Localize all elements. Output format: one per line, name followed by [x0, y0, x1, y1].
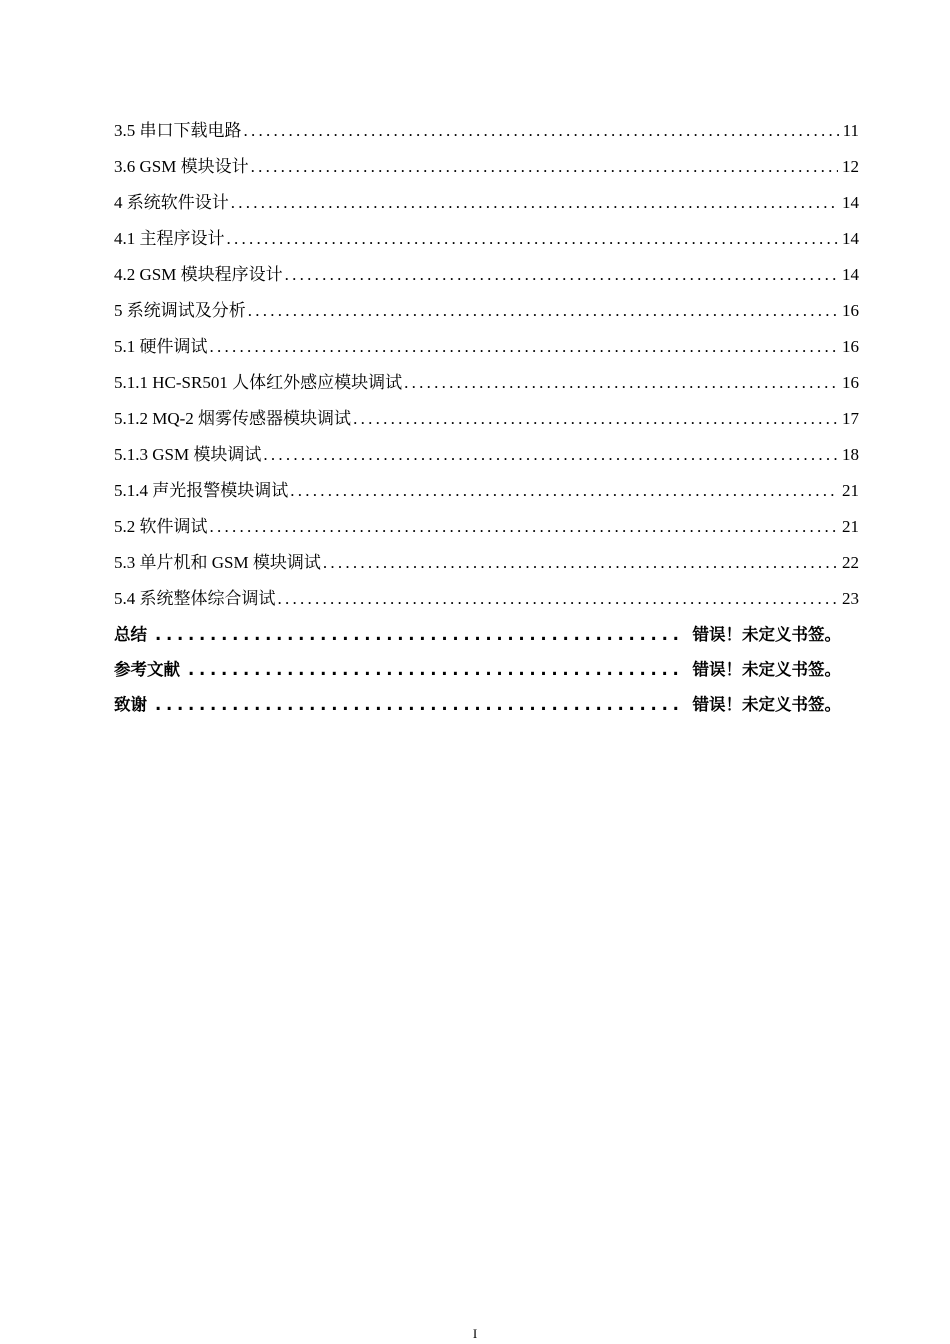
toc-entry[interactable]: [114, 369, 859, 405]
toc-entry-error-message: 错误！未定义书签。: [692, 660, 841, 679]
toc-entry[interactable]: [114, 549, 859, 585]
toc-entry-error-message: 错误！未定义书签。: [692, 625, 841, 644]
toc-entry-page: 16: [842, 337, 859, 356]
toc-entry-title: 4.2 GSM 模块程序设计: [114, 265, 283, 284]
toc-entry-page: 12: [842, 157, 859, 176]
dot-leader: [231, 189, 838, 217]
dot-leader: [227, 225, 839, 253]
toc-entry-title: 4 系统软件设计: [114, 193, 229, 212]
toc-entry-title: 5.1.3 GSM 模块调试: [114, 445, 262, 464]
toc-entry-page: 16: [842, 373, 859, 392]
toc-entry[interactable]: [114, 225, 859, 261]
toc-entry-page: 17: [842, 409, 859, 428]
toc-entry-page: 22: [842, 553, 859, 572]
toc-entry-page: 21: [842, 481, 859, 500]
dot-leader: [248, 297, 838, 325]
toc-entry-title: 总结: [114, 625, 147, 644]
toc-entry-title: 5.1.1 HC-SR501 人体红外感应模块调试: [114, 373, 403, 392]
toc-entry-title: 5 系统调试及分析: [114, 301, 246, 320]
toc-entry-page: 21: [842, 517, 859, 536]
toc-entry-title: 5.3 单片机和 GSM 模块调试: [114, 553, 321, 572]
toc-entry[interactable]: [114, 405, 859, 441]
toc-entry-title: 5.2 软件调试: [114, 517, 208, 536]
dot-leader: [278, 585, 839, 613]
toc-entry-page: 23: [842, 589, 859, 608]
dot-leader: [353, 405, 838, 433]
dot-leader: [323, 549, 838, 577]
toc-entry-page: 14: [842, 229, 859, 248]
toc-entry-page: 14: [842, 265, 859, 284]
toc-entry-title: 致谢: [114, 695, 147, 714]
toc-entry-page: 14: [842, 193, 859, 212]
toc-entry-title: 5.4 系统整体综合调试: [114, 589, 276, 608]
toc-entry[interactable]: [114, 261, 859, 297]
toc-entry[interactable]: [114, 189, 859, 225]
dot-leader: [244, 117, 839, 145]
page-number: I: [472, 1326, 478, 1341]
toc-entry-error-message: 错误！未定义书签。: [692, 695, 841, 714]
toc-entry-page: 18: [842, 445, 859, 464]
dot-leader: [263, 441, 838, 469]
toc-entry[interactable]: [114, 117, 859, 153]
toc-entry-error[interactable]: [114, 691, 859, 726]
dot-leader: [210, 513, 839, 541]
toc-entry-page: 11: [842, 121, 859, 140]
dot-leader: [285, 261, 838, 289]
dot-leader: [155, 621, 681, 649]
toc-entry[interactable]: [114, 477, 859, 513]
toc-entry[interactable]: [114, 333, 859, 369]
toc-entry-title: 3.5 串口下载电路: [114, 121, 242, 140]
toc-entry-error[interactable]: [114, 656, 859, 691]
dot-leader: [290, 477, 838, 505]
toc-entry-title: 5.1.4 声光报警模块调试: [114, 481, 289, 500]
dot-leader: [251, 153, 838, 181]
toc-entry[interactable]: [114, 585, 859, 621]
dot-leader: [404, 369, 838, 397]
toc-entry[interactable]: [114, 513, 859, 549]
toc-entry-title: 参考文献: [114, 660, 180, 679]
toc-entry[interactable]: [114, 441, 859, 477]
toc-entry-page: 16: [842, 301, 859, 320]
toc-entry-error[interactable]: [114, 621, 859, 656]
dot-leader: [155, 691, 681, 719]
toc-entry-title: 4.1 主程序设计: [114, 229, 225, 248]
toc-entry-title: 5.1 硬件调试: [114, 337, 208, 356]
toc-entry-title: 3.6 GSM 模块设计: [114, 157, 249, 176]
dot-leader: [210, 333, 839, 361]
dot-leader: [188, 656, 681, 684]
toc-entry[interactable]: [114, 297, 859, 333]
toc-entry[interactable]: [114, 153, 859, 189]
table-of-contents: [114, 117, 859, 726]
toc-entry-title: 5.1.2 MQ-2 烟雾传感器模块调试: [114, 409, 352, 428]
